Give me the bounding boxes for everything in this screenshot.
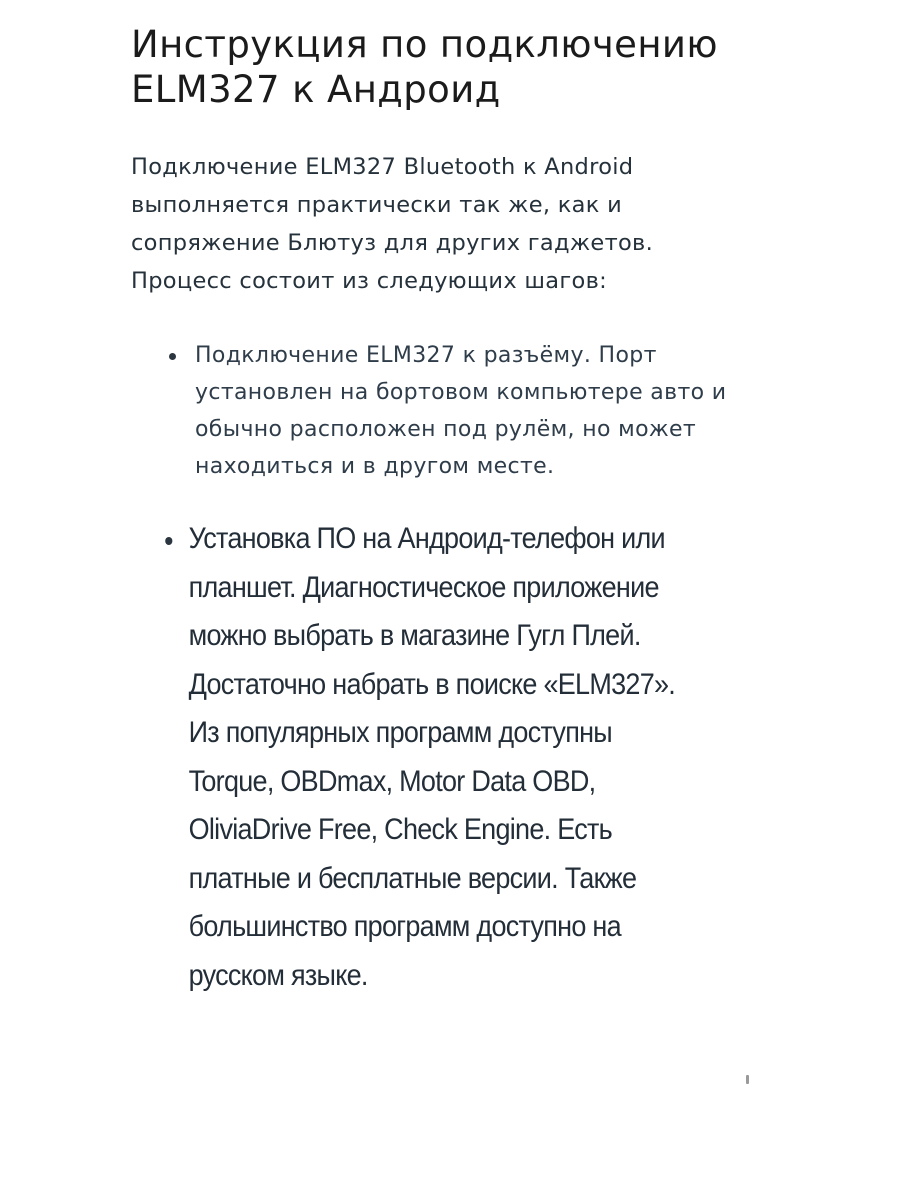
bullet-icon [169, 353, 176, 360]
step-text: Установка ПО на Андроид-телефон или планшет. Диагностическое приложение можно выбрать в магазине Гугл Плей. Достаточно набрать в поиске «ELM327». Из популярных программ доступны Torque, OBDmax, Motor Data OBD, OliviaDrive Free, Check Engine. Есть платные и бесплатные версии. Также большинство программ доступно на русском языке. [188, 522, 676, 992]
steps-list [131, 337, 751, 1000]
list-item [131, 515, 689, 1000]
article-content [131, 22, 751, 1000]
step-text: Подключение ELM327 к разъёму. Порт установлен на бортовом компьютере авто и обычно расположен под рулём, но может находиться и в другом месте. [195, 343, 727, 479]
bullet-icon [165, 537, 172, 545]
intro-paragraph: Подключение ELM327 Bluetooth к Android выполняется практически так же, как и сопряжение Блютуз для других гаджетов. Процесс состоит из следующих шагов: [131, 154, 654, 294]
scroll-indicator[interactable] [746, 1075, 749, 1084]
list-item [131, 337, 751, 485]
article-title: Инструкция по подключению ELM327 к Андроид [131, 23, 718, 111]
